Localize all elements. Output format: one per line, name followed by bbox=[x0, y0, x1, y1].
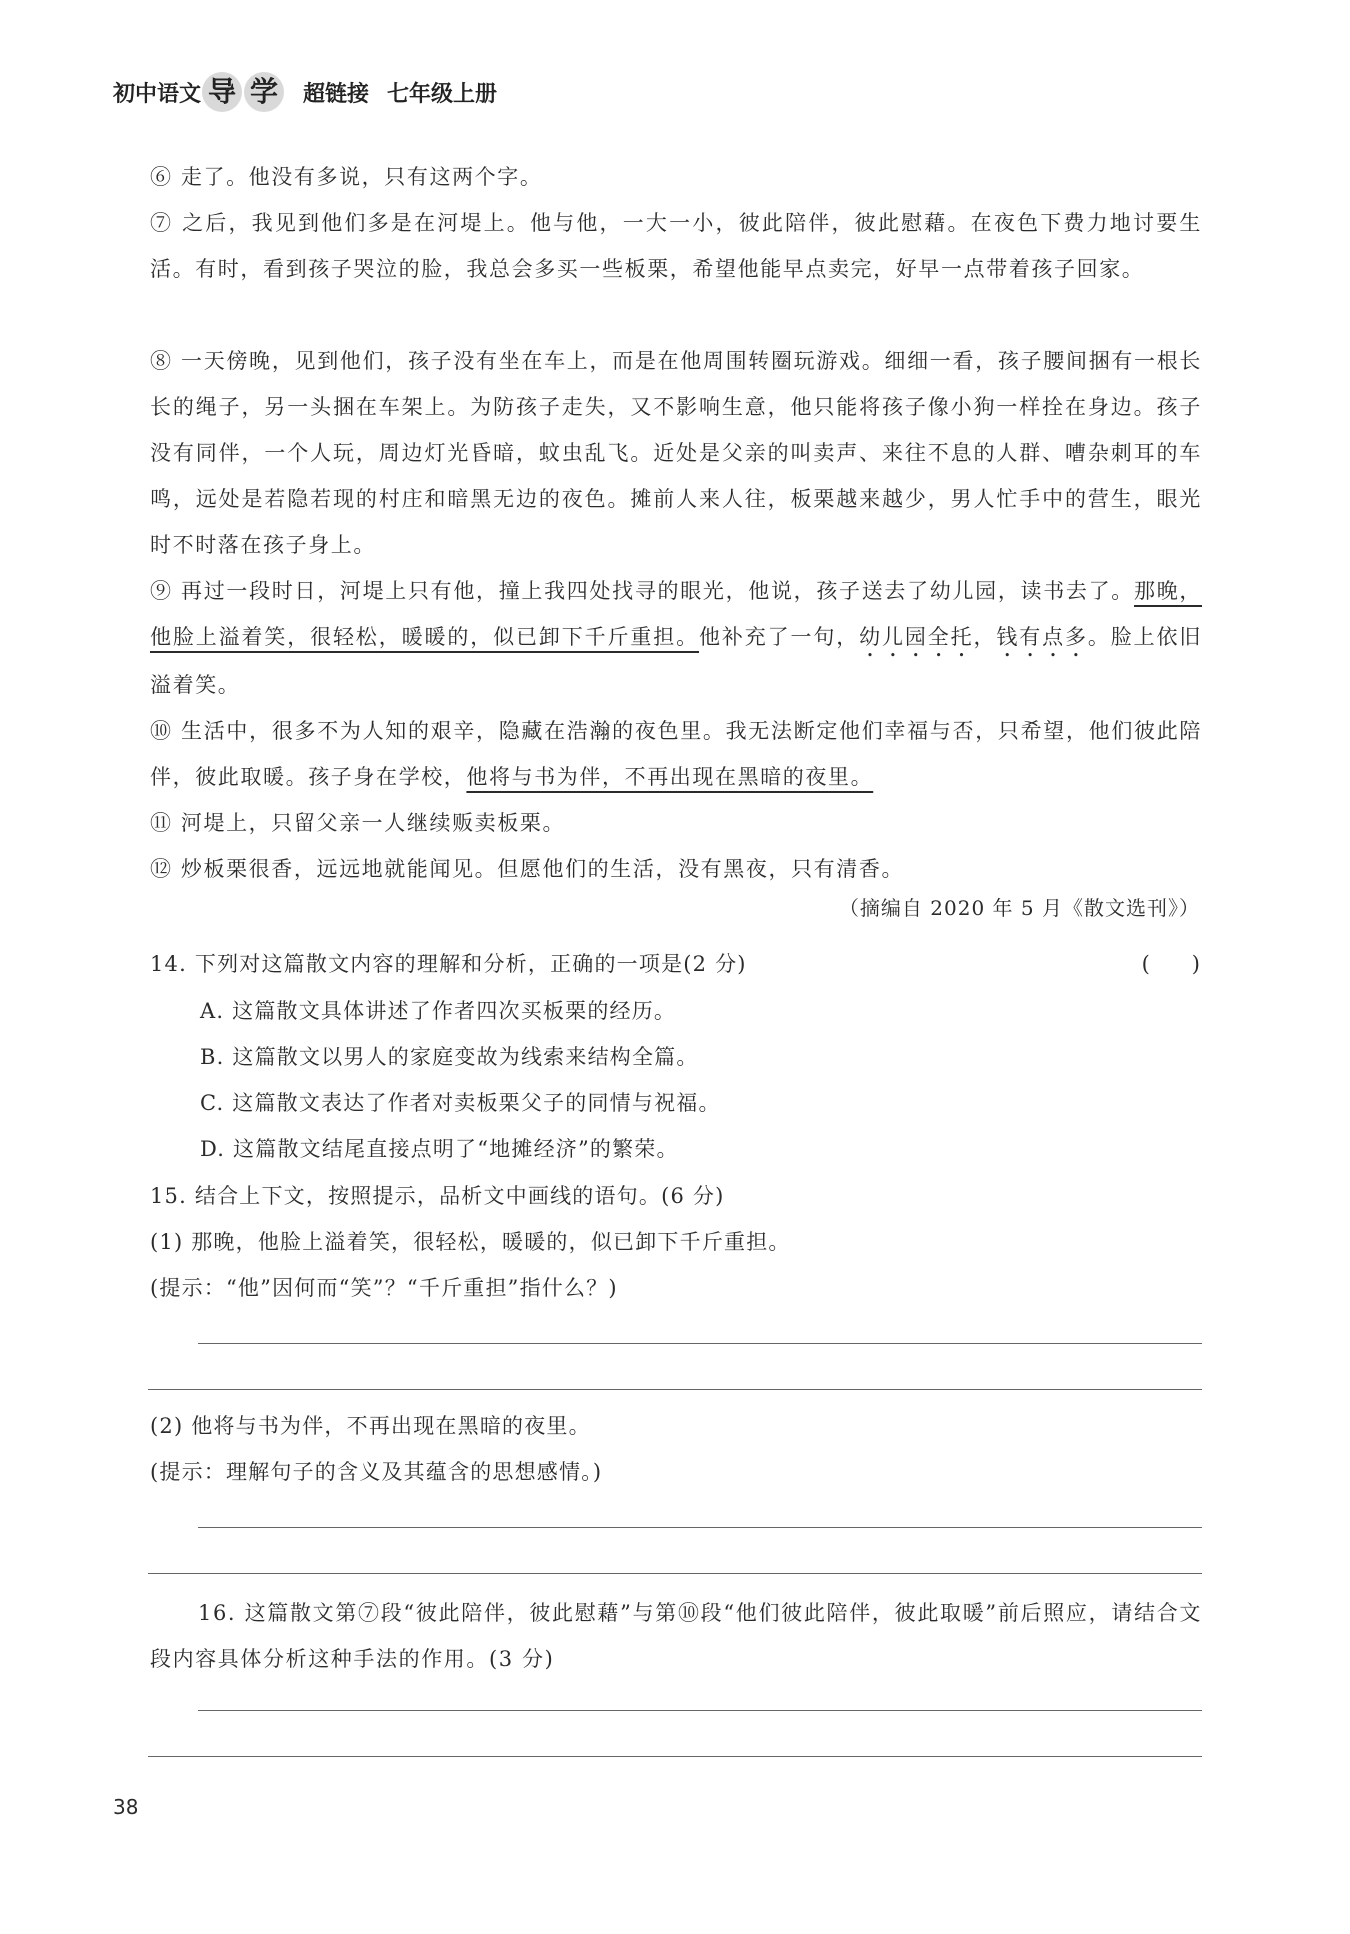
header-dao-badge: 导 bbox=[202, 72, 242, 112]
paragraph-9 bbox=[150, 568, 1202, 708]
q16-answer-line-1[interactable] bbox=[198, 1710, 1202, 1711]
paragraph-9-text-b: 他补充了一句， bbox=[699, 625, 860, 649]
paragraph-10 bbox=[150, 708, 1202, 800]
q15-sub2: (2) 他将与书为伴，不再出现在黑暗的夜里。 bbox=[150, 1414, 591, 1438]
paragraph-7: ⑦ 之后，我见到他们多是在河堤上。他与他，一大一小，彼此陪伴，彼此慰藉。在夜色下费力地讨要生活。有时，看到孩子哭泣的脸，我总会多买一些板栗，希望他能早点卖完，好早一点带着孩子回家。 bbox=[150, 211, 1202, 281]
q15-answer-line-3[interactable] bbox=[198, 1527, 1202, 1528]
q15-sub1: (1) 那晚，他脸上溢着笑，很轻松，暖暖的，似已卸下千斤重担。 bbox=[150, 1230, 791, 1254]
q15-answer-line-1[interactable] bbox=[198, 1343, 1202, 1344]
header-xue-badge: 学 bbox=[244, 72, 284, 112]
paragraph-9-dotted-phrase: 幼儿园全托，钱有点多 bbox=[859, 625, 1088, 649]
paragraph-8: ⑧ 一天傍晚，见到他们，孩子没有坐在车上，而是在他周围转圈玩游戏。细细一看，孩子腰间捆有一根长长的绳子，另一头捆在车架上。为防孩子走失，又不影响生意，他只能将孩子像小狗一样拴在身边。孩子没有同伴，一个人玩，周边灯光昏暗，蚊虫乱飞。近处是父亲的叫卖声、来往不息的人群、嘈杂刺耳的车鸣，远处是若隐若现的村庄和暗黑无边的夜色。摊前人来人往，板栗越来越少，男人忙手中的营生，眼光时不时落在孩子身上。 bbox=[150, 349, 1202, 557]
q15-answer-line-4[interactable] bbox=[148, 1573, 1202, 1574]
paragraph-12: ⑫ 炒板栗很香，远远地就能闻见。但愿他们的生活，没有黑夜，只有清香。 bbox=[150, 857, 905, 881]
q14-option-d: D. 这篇散文结尾直接点明了“地摊经济”的繁荣。 bbox=[200, 1137, 679, 1161]
paragraph-6: ⑥ 走了。他没有多说，只有这两个字。 bbox=[150, 165, 543, 189]
header-grade: 七年级上册 bbox=[387, 81, 498, 107]
q15-hint2: (提示：理解句子的含义及其蕴含的思想感情。) bbox=[150, 1460, 603, 1484]
paragraph-10-underlined-sentence: 他将与书为伴，不再出现在黑暗的夜里。 bbox=[466, 765, 874, 789]
q14-option-b: B. 这篇散文以男人的家庭变故为线索来结构全篇。 bbox=[200, 1045, 699, 1069]
q14-option-c: C. 这篇散文表达了作者对卖板栗父子的同情与祝福。 bbox=[200, 1091, 721, 1115]
q14-option-a: A. 这篇散文具体讲述了作者四次买板栗的经历。 bbox=[200, 999, 677, 1023]
header-subject: 初中语文 bbox=[113, 81, 202, 107]
paragraph-9-text-c: 。脸上依旧溢着笑。 bbox=[150, 625, 1203, 697]
q16-stem: 16. 这篇散文第⑦段“彼此陪伴，彼此慰藉”与第⑩段“他们彼此陪伴，彼此取暖”前后照应，请结合文段内容具体分析这种手法的作用。(3 分) bbox=[150, 1601, 1202, 1671]
q15-hint1: (提示：“他”因何而“笑”？“千斤重担”指什么？) bbox=[150, 1276, 618, 1300]
paragraph-10-text-a: ⑩ 生活中，很多不为人知的艰辛，隐藏在浩瀚的夜色里。我无法断定他们幸福与否，只希望，他们彼此陪伴，彼此取暖。孩子身在学校， bbox=[150, 719, 1202, 789]
q14-answer-paren[interactable]: ( ) bbox=[1141, 952, 1200, 976]
q15-answer-line-2[interactable] bbox=[148, 1389, 1202, 1390]
q14-stem: 14. 下列对这篇散文内容的理解和分析，正确的一项是(2 分) bbox=[150, 952, 747, 976]
paragraph-9-underlined-sentence: 那晚，他脸上溢着笑，很轻松，暖暖的，似已卸下千斤重担。 bbox=[150, 579, 1202, 649]
paragraph-9-text-a: ⑨ 再过一段时日，河堤上只有他，撞上我四处找寻的眼光，他说，孩子送去了幼儿园，读书去了。 bbox=[150, 579, 1135, 603]
passage-source: （摘编自 2020 年 5 月《散文选刊》） bbox=[838, 896, 1200, 920]
q16-answer-line-2[interactable] bbox=[148, 1756, 1202, 1757]
page-number: 38 bbox=[113, 1795, 139, 1819]
book-header bbox=[113, 72, 497, 112]
q15-stem: 15. 结合上下文，按照提示，品析文中画线的语句。(6 分) bbox=[150, 1184, 725, 1208]
header-series: 超链接 bbox=[303, 81, 370, 107]
paragraph-11: ⑪ 河堤上，只留父亲一人继续贩卖板栗。 bbox=[150, 811, 566, 835]
